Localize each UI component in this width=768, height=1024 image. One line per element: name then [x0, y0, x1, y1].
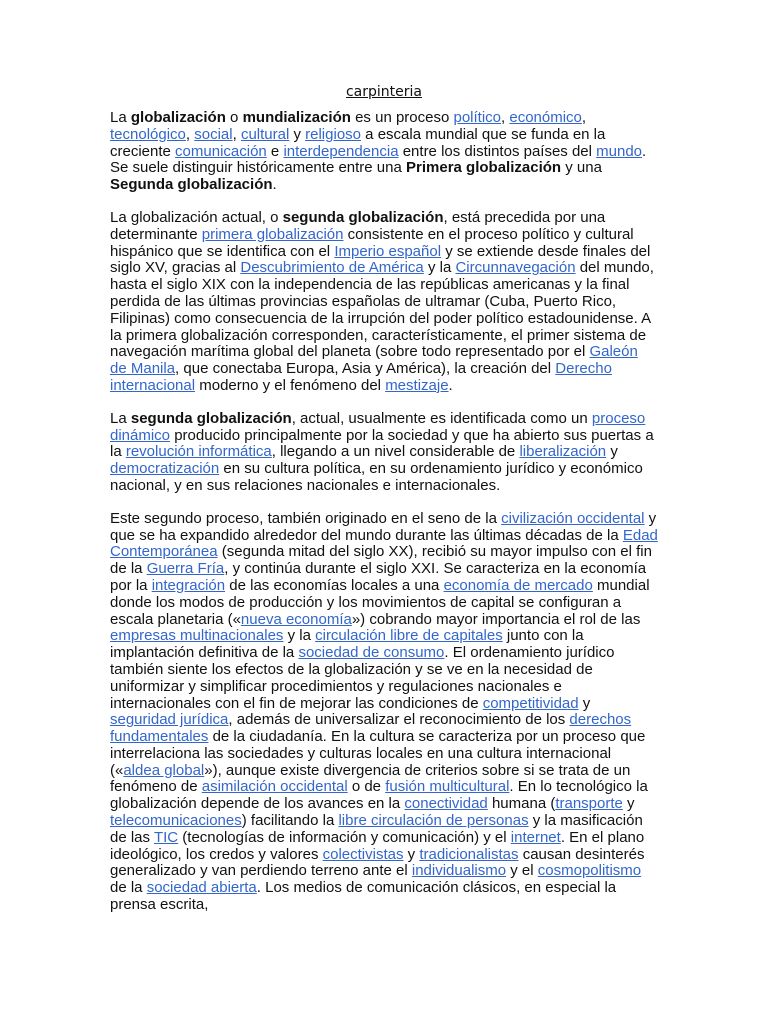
bold-term: segunda globalización — [282, 208, 444, 226]
text-run: entre los distintos países del — [398, 142, 597, 160]
text-link[interactable]: Circunnavegación — [455, 259, 576, 277]
text-run: en su cultura política, en su ordenamiento jurídico y económico nacional, y en sus relaciones nacionales e internacionales. — [110, 460, 643, 494]
paragraph-1 — [110, 110, 658, 194]
text-link[interactable]: integración — [151, 576, 226, 594]
text-link[interactable]: revolución informática — [125, 443, 272, 461]
text-link[interactable]: TIC — [153, 828, 179, 846]
text-link[interactable]: Descubrimiento de América — [240, 259, 424, 277]
text-run: . El ordenamiento jurídico también siente los efectos de la globalización y se ve en la necesidad de uniformizar y simplificar procedimientos y regulaciones nacionales e internacionales con el fin de mejorar las condiciones de — [110, 644, 615, 712]
text-link[interactable]: liberalización — [519, 443, 607, 461]
text-run: La — [110, 409, 131, 427]
text-run: La — [110, 109, 131, 126]
text-run: Este segundo proceso, también originado en el seno de la — [110, 509, 502, 527]
text-link[interactable]: cosmopolitismo — [537, 862, 642, 880]
text-run: y — [289, 125, 306, 143]
text-run: o de — [347, 778, 386, 796]
text-run: a escala mundial que se funda en la creciente — [110, 125, 606, 160]
text-run: y se extiende desde finales del siglo XV, gracias al — [110, 242, 651, 277]
text-run: y que se ha expandido alrededor del mundo durante las últimas décadas de la — [110, 509, 657, 544]
text-link[interactable]: Imperio español — [334, 242, 442, 260]
text-link[interactable]: proceso dinámico — [110, 409, 646, 444]
text-run: , llegando a un nivel considerable de — [271, 443, 520, 461]
text-link[interactable]: sociedad abierta — [146, 879, 257, 897]
text-run: humana ( — [487, 795, 556, 813]
text-run: ) facilitando la — [241, 812, 339, 830]
bold-term: Segunda globalización — [110, 176, 273, 194]
text-run: y una — [561, 159, 602, 177]
text-link[interactable]: libre circulación de personas — [338, 812, 529, 830]
text-link[interactable]: asimilación occidental — [201, 778, 348, 796]
text-run: La globalización actual, o — [110, 208, 283, 226]
text-link[interactable]: competitividad — [482, 694, 579, 712]
text-link[interactable]: Guerra Fría — [146, 560, 225, 578]
text-run: . Los medios de comunicación clásicos, en especial la prensa escrita, — [110, 879, 617, 914]
bold-term: mundialización — [242, 109, 351, 126]
paragraph-2 — [110, 210, 658, 395]
text-link[interactable]: Galeón de Manila — [110, 343, 638, 378]
text-link[interactable]: tradicionalistas — [419, 845, 519, 863]
text-run: , que conectaba Europa, Asia y América), la creación del — [175, 360, 556, 378]
text-run: mundial donde los modos de producción y los movimientos de capital se configuran a escala planetaria (« — [110, 576, 650, 628]
text-run: . En el plano ideológico, los credos y valores — [110, 828, 645, 863]
text-run: , — [581, 109, 587, 126]
text-run: y la — [283, 627, 316, 645]
text-run: e — [266, 142, 284, 160]
document-title: carpinteria — [345, 84, 422, 100]
text-link[interactable]: seguridad jurídica — [110, 711, 229, 729]
text-link[interactable]: comunicación — [175, 142, 267, 160]
text-link[interactable]: religioso — [305, 125, 362, 143]
text-run: . En lo tecnológico la globalización depende de los avances en la — [110, 778, 648, 813]
text-run: ») cobrando mayor importancia el rol de las — [351, 610, 641, 628]
text-run: , está precedida por una determinante — [110, 208, 606, 243]
text-run: producido principalmente por la sociedad y que ha abierto sus puertas a la — [110, 426, 654, 461]
text-link[interactable]: democratización — [110, 460, 220, 478]
paragraph-3 — [110, 411, 658, 495]
text-link[interactable]: tecnológico — [110, 125, 186, 143]
text-link[interactable]: mundo — [596, 142, 643, 160]
text-link[interactable]: conectividad — [404, 795, 488, 813]
text-link[interactable]: primera globalización — [201, 225, 344, 243]
paragraph-4 — [110, 511, 658, 914]
text-link[interactable]: derechos fundamentales — [110, 711, 632, 746]
text-link[interactable]: civilización occidental — [501, 509, 645, 527]
text-run: (tecnologías de información y comunicación) y el — [178, 828, 511, 846]
text-run: y el — [506, 862, 538, 880]
text-link[interactable]: transporte — [555, 795, 623, 813]
text-run: de las economías locales a una — [225, 576, 444, 594]
text-run: »), aunque existe divergencia de criterios sobre si se trata de un fenómeno de — [110, 761, 631, 796]
text-link[interactable]: telecomunicaciones — [110, 812, 242, 830]
text-link[interactable]: economía de mercado — [443, 576, 593, 594]
text-link[interactable]: cultural — [240, 125, 290, 143]
text-run: (segunda mitad del siglo XX), recibió su mayor impulso con el fin de la — [110, 543, 652, 578]
text-run: moderno y el fenómeno del — [195, 376, 386, 394]
text-run: , además de universalizar el reconocimiento de los — [228, 711, 570, 729]
text-link[interactable]: circulación libre de capitales — [315, 627, 503, 645]
text-link[interactable]: colectivistas — [322, 845, 404, 863]
text-link[interactable]: económico — [509, 109, 582, 126]
text-run: . Se suele distinguir históricamente entre una — [110, 142, 647, 177]
text-link[interactable]: individualismo — [411, 862, 507, 880]
text-run: de la ciudadanía. En la cultura se caracteriza por un proceso que interrelaciona las sociedades y culturas locales en una cultura internacional (« — [110, 728, 646, 779]
text-link[interactable]: interdependencia — [283, 142, 399, 160]
text-run: del mundo, hasta el siglo XIX con la independencia de las repúblicas americanas y la final perdida de las últimas provincias españolas de ultramar (Cuba, Puerto Rico, Filipinas) como consecuencia de la irrupción del poder político estadounidense. A la primera globalización corresponden, característicamente, el primer sistema de navegación marítima global del planeta (sobre todo representado por el — [110, 259, 654, 361]
text-link[interactable]: empresas multinacionales — [110, 627, 284, 645]
text-link[interactable]: aldea global — [123, 761, 205, 779]
text-link[interactable]: nueva economía — [240, 610, 352, 628]
bold-term: globalización — [130, 109, 226, 126]
text-run: , — [232, 125, 241, 143]
text-link[interactable]: sociedad de consumo — [298, 644, 445, 662]
text-run: consistente en el proceso político y cultural hispánico que se identifica con el — [110, 225, 634, 260]
text-run: o — [225, 109, 243, 126]
text-link[interactable]: internet — [510, 828, 561, 846]
text-run: . — [272, 176, 277, 194]
text-run: y — [622, 795, 635, 813]
text-run: y — [578, 694, 591, 712]
text-run: y la — [423, 259, 456, 277]
text-run: , — [185, 125, 195, 143]
text-run: es un proceso — [350, 109, 454, 126]
text-run: de la — [110, 879, 147, 897]
text-link[interactable]: Edad Contemporánea — [110, 526, 658, 561]
bold-term: Primera globalización — [406, 159, 562, 177]
text-link[interactable]: Derecho internacional — [110, 360, 612, 394]
text-run: , actual, usualmente es identificada como un — [291, 409, 592, 427]
text-run: y — [606, 443, 618, 461]
text-run: causan desinterés generalizado y van perdiendo terreno ante el — [110, 845, 645, 880]
text-link[interactable]: mestizaje — [385, 376, 449, 394]
text-run: . — [448, 376, 453, 394]
bold-term: segunda globalización — [130, 409, 292, 427]
text-run: y — [403, 845, 420, 863]
text-link[interactable]: político — [453, 109, 502, 126]
text-link[interactable]: fusión multicultural — [385, 778, 510, 796]
text-run: junto con la implantación definitiva de la — [110, 627, 584, 662]
text-run: , y continúa durante el siglo XXI. Se caracteriza en la economía por la — [110, 560, 647, 594]
text-link[interactable]: social — [194, 125, 233, 143]
document-body — [110, 110, 658, 930]
text-run: y la masificación de las — [110, 812, 643, 846]
text-run: , — [501, 109, 510, 126]
